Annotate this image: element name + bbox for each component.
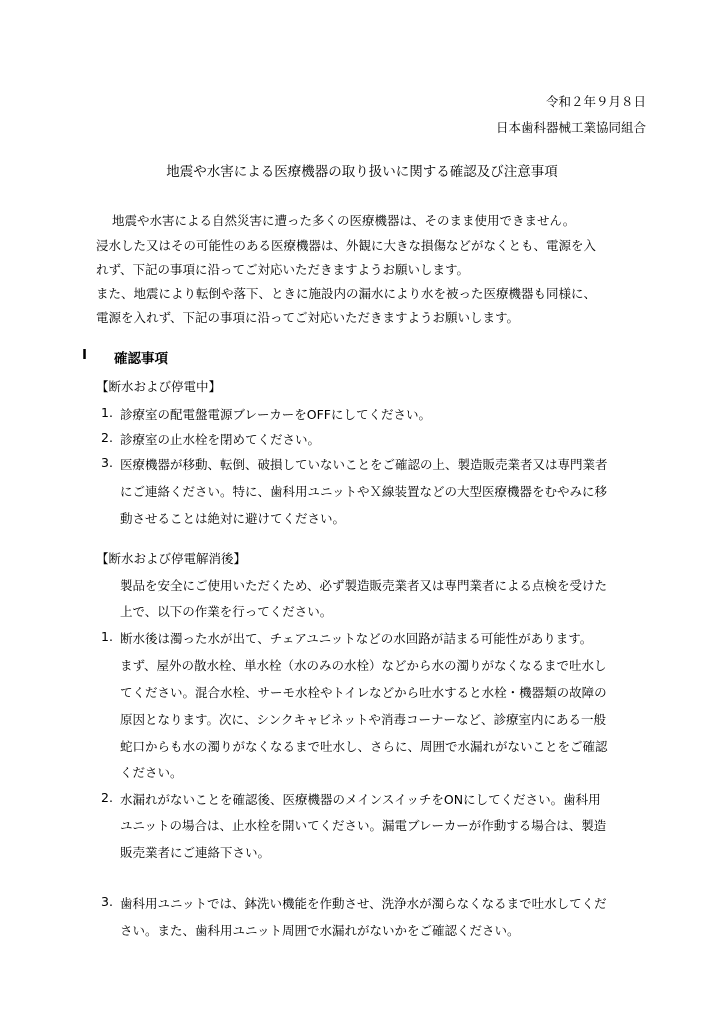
list-number: 1. (101, 629, 113, 644)
list-item-text: 水漏れがないことを確認後、医療機器のメインスイッチをONにしてください。歯科用 (120, 792, 601, 807)
list-item-text: 医療機器が移動、転倒、破損していないことをご確認の上、製造販売業者又は専門業者 (120, 457, 608, 472)
subsection-label: 【断水および停電中】 (96, 379, 222, 394)
list-number: 2. (101, 430, 113, 445)
document-title: 地震や水害による医療機器の取り扱いに関する確認及び注意事項 (166, 164, 558, 180)
intro-line: 地震や水害による自然災害に遭った多くの医療機器は、そのまま使用できません。 (112, 213, 576, 228)
list-item-text: さい。また、歯科用ユニット周囲で水漏れがないかをご確認ください。 (120, 923, 520, 938)
list-item-text: ユニットの場合は、止水栓を開いてください。漏電ブレーカーが作動する場合は、製造 (120, 818, 607, 833)
subsection-intro-line: 製品を安全にご使用いただくため、必ず製造販売業者又は専門業者による点検を受けた (120, 578, 608, 593)
list-item-text: 診療室の配電盤電源ブレーカーをOFFにしてください。 (120, 407, 431, 422)
list-item-text: にご連絡ください。特に、歯科用ユニットやＸ線装置などの大型医療機器をむやみに移 (120, 484, 608, 499)
section-heading: 確認事項 (114, 351, 168, 367)
intro-line: また、地震により転倒や落下、ときに施設内の漏水により水を被った医療機器も同様に、 (96, 286, 597, 301)
list-number: 3. (101, 894, 113, 909)
intro-line: 浸水した又はその可能性のある医療機器は、外観に大きな損傷などがなくとも、電源を入 (96, 238, 597, 253)
list-number: 1. (101, 405, 113, 420)
subsection-intro-line: 上で、以下の作業を行ってください。 (120, 604, 333, 619)
list-number: 3. (101, 455, 113, 470)
section-number: Ⅰ (82, 347, 88, 363)
list-item-text: 歯科用ユニットでは、鉢洗い機能を作動させ、洗浄水が濁らなくなるまで吐水してくだ (120, 896, 607, 911)
list-number: 2. (101, 790, 113, 805)
list-item-text: 原因となります。次に、シンクキャビネットや消毒コーナーなど、診療室内にある一般 (120, 712, 606, 727)
issuing-organization: 日本歯科器械工業協同組合 (495, 120, 646, 135)
list-item-text: 断水後は濁った水が出て、チェアユニットなどの水回路が詰まる可能性があります。 (120, 631, 593, 646)
list-item-text: 動させることは絶対に避けてください。 (120, 511, 346, 526)
list-item-text: 診療室の止水栓を閉めてください。 (120, 432, 321, 447)
list-item-text: まず、屋外の散水栓、単水栓（水のみの水栓）などから水の濁りがなくなるまで吐水し (120, 658, 607, 673)
document-date: 令和２年９月８日 (545, 94, 646, 109)
intro-line: れず、下記の事項に沿ってご対応いただきますようお願いします。 (96, 262, 470, 277)
list-item-text: 蛇口からも水の濁りがなくなるまで吐水し、さらに、周囲で水漏れがないことをご確認 (120, 739, 608, 754)
list-item-text: ください。 (120, 765, 183, 780)
subsection-label: 【断水および停電解消後】 (96, 551, 247, 566)
list-item-text: 販売業者にご連絡下さい。 (120, 845, 271, 860)
intro-line: 電源を入れず、下記の事項に沿ってご対応いただきますようお願いします。 (96, 310, 520, 325)
list-item-text: てください。混合水栓、サーモ水栓やトイレなどから吐水すると水栓・機器類の故障の (120, 685, 607, 700)
